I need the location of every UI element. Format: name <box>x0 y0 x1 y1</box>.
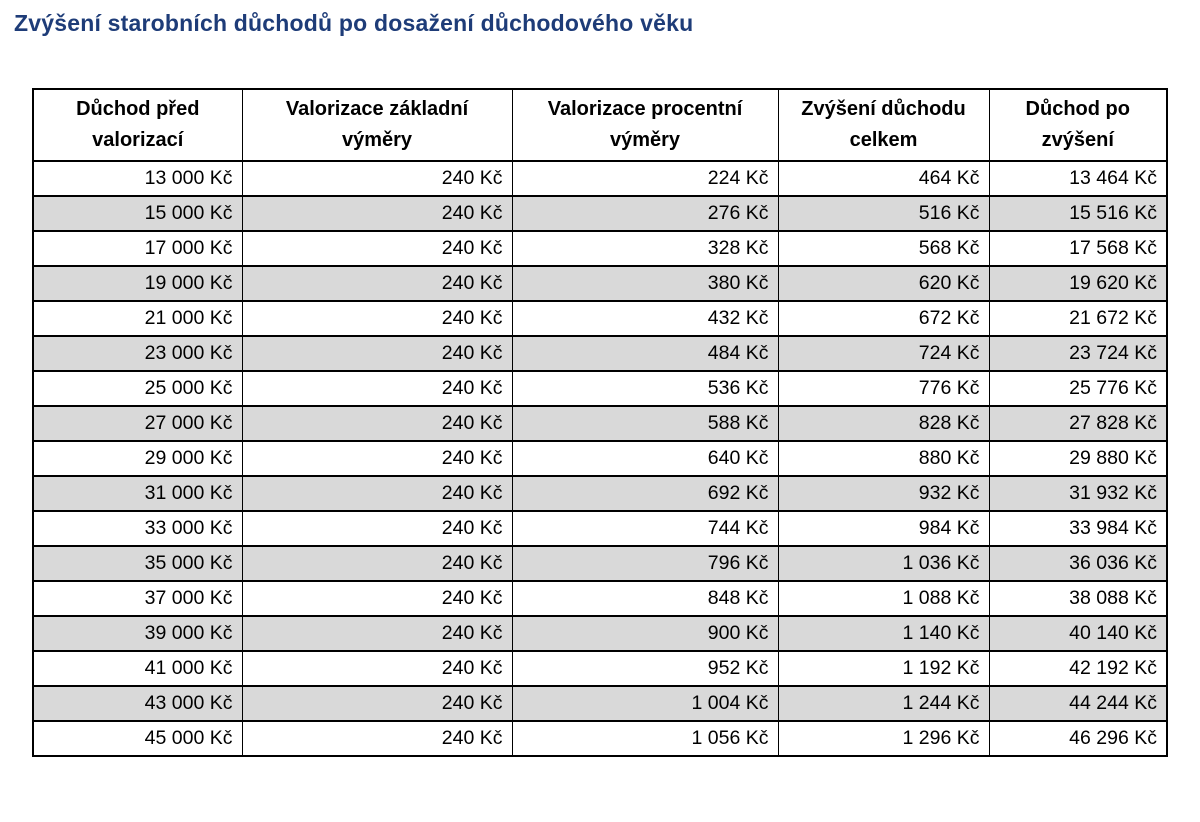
table-cell: 40 140 Kč <box>989 616 1167 651</box>
table-row <box>33 686 1167 721</box>
table-cell: 13 464 Kč <box>989 161 1167 196</box>
table-cell: 1 004 Kč <box>512 686 778 721</box>
table-row <box>33 266 1167 301</box>
table-row <box>33 196 1167 231</box>
table-cell: 744 Kč <box>512 511 778 546</box>
table-cell: 380 Kč <box>512 266 778 301</box>
table-row <box>33 511 1167 546</box>
table-cell: 1 244 Kč <box>778 686 989 721</box>
table-cell: 328 Kč <box>512 231 778 266</box>
table-cell: 29 880 Kč <box>989 441 1167 476</box>
table-cell: 27 000 Kč <box>33 406 242 441</box>
table-cell: 432 Kč <box>512 301 778 336</box>
table-cell: 36 036 Kč <box>989 546 1167 581</box>
table-row <box>33 546 1167 581</box>
table-cell: 23 000 Kč <box>33 336 242 371</box>
table-row <box>33 371 1167 406</box>
table-cell: 15 516 Kč <box>989 196 1167 231</box>
table-cell: 240 Kč <box>242 196 512 231</box>
table-cell: 46 296 Kč <box>989 721 1167 756</box>
table-cell: 1 192 Kč <box>778 651 989 686</box>
table-row <box>33 161 1167 196</box>
table-cell: 536 Kč <box>512 371 778 406</box>
table-cell: 1 036 Kč <box>778 546 989 581</box>
table-row <box>33 336 1167 371</box>
table-cell: 240 Kč <box>242 546 512 581</box>
table-row <box>33 406 1167 441</box>
table-cell: 1 140 Kč <box>778 616 989 651</box>
table-cell: 35 000 Kč <box>33 546 242 581</box>
table-cell: 240 Kč <box>242 441 512 476</box>
table-row <box>33 581 1167 616</box>
table-cell: 640 Kč <box>512 441 778 476</box>
table-cell: 27 828 Kč <box>989 406 1167 441</box>
table-cell: 796 Kč <box>512 546 778 581</box>
column-header-1: Důchod před valorizací <box>33 89 242 161</box>
table-cell: 19 000 Kč <box>33 266 242 301</box>
table-cell: 45 000 Kč <box>33 721 242 756</box>
table-body <box>33 161 1167 756</box>
table-cell: 240 Kč <box>242 161 512 196</box>
table-cell: 620 Kč <box>778 266 989 301</box>
table-cell: 240 Kč <box>242 721 512 756</box>
table-cell: 21 000 Kč <box>33 301 242 336</box>
column-header-3: Valorizace procentní výměry <box>512 89 778 161</box>
table-cell: 1 088 Kč <box>778 581 989 616</box>
table-cell: 39 000 Kč <box>33 616 242 651</box>
table-cell: 276 Kč <box>512 196 778 231</box>
table-cell: 44 244 Kč <box>989 686 1167 721</box>
table-cell: 224 Kč <box>512 161 778 196</box>
table-cell: 17 000 Kč <box>33 231 242 266</box>
table-cell: 692 Kč <box>512 476 778 511</box>
table-cell: 31 932 Kč <box>989 476 1167 511</box>
table-cell: 1 056 Kč <box>512 721 778 756</box>
table-row <box>33 301 1167 336</box>
table-cell: 464 Kč <box>778 161 989 196</box>
table-cell: 37 000 Kč <box>33 581 242 616</box>
table-cell: 240 Kč <box>242 301 512 336</box>
table-cell: 240 Kč <box>242 651 512 686</box>
table-cell: 776 Kč <box>778 371 989 406</box>
table-cell: 29 000 Kč <box>33 441 242 476</box>
table-cell: 724 Kč <box>778 336 989 371</box>
column-header-5: Důchod po zvýšení <box>989 89 1167 161</box>
table-cell: 15 000 Kč <box>33 196 242 231</box>
page-title: Zvýšení starobních důchodů po dosažení důchodového věku <box>14 10 694 36</box>
table-cell: 588 Kč <box>512 406 778 441</box>
table-cell: 13 000 Kč <box>33 161 242 196</box>
table-cell: 19 620 Kč <box>989 266 1167 301</box>
table-cell: 672 Kč <box>778 301 989 336</box>
pension-valorization-table <box>32 88 1168 757</box>
table-cell: 33 000 Kč <box>33 511 242 546</box>
table-row <box>33 616 1167 651</box>
column-header-4: Zvýšení důchodu celkem <box>778 89 989 161</box>
table-cell: 900 Kč <box>512 616 778 651</box>
table-cell: 33 984 Kč <box>989 511 1167 546</box>
table-cell: 1 296 Kč <box>778 721 989 756</box>
table-cell: 240 Kč <box>242 406 512 441</box>
table-row <box>33 651 1167 686</box>
table-cell: 568 Kč <box>778 231 989 266</box>
table-header <box>33 89 1167 161</box>
table-cell: 21 672 Kč <box>989 301 1167 336</box>
table-row <box>33 441 1167 476</box>
table-cell: 880 Kč <box>778 441 989 476</box>
table-cell: 240 Kč <box>242 476 512 511</box>
header-row <box>33 89 1167 161</box>
table-cell: 38 088 Kč <box>989 581 1167 616</box>
table-cell: 932 Kč <box>778 476 989 511</box>
table-cell: 828 Kč <box>778 406 989 441</box>
table-cell: 25 000 Kč <box>33 371 242 406</box>
table-cell: 516 Kč <box>778 196 989 231</box>
table-cell: 31 000 Kč <box>33 476 242 511</box>
table-cell: 952 Kč <box>512 651 778 686</box>
table-cell: 848 Kč <box>512 581 778 616</box>
table-cell: 240 Kč <box>242 266 512 301</box>
table-cell: 17 568 Kč <box>989 231 1167 266</box>
table-cell: 41 000 Kč <box>33 651 242 686</box>
table-cell: 240 Kč <box>242 616 512 651</box>
table-cell: 240 Kč <box>242 336 512 371</box>
table-cell: 240 Kč <box>242 686 512 721</box>
table-cell: 23 724 Kč <box>989 336 1167 371</box>
table-cell: 43 000 Kč <box>33 686 242 721</box>
table-cell: 984 Kč <box>778 511 989 546</box>
table-cell: 484 Kč <box>512 336 778 371</box>
table-row <box>33 231 1167 266</box>
table-row <box>33 721 1167 756</box>
table-cell: 240 Kč <box>242 511 512 546</box>
table-cell: 42 192 Kč <box>989 651 1167 686</box>
table-cell: 240 Kč <box>242 371 512 406</box>
table-cell: 240 Kč <box>242 231 512 266</box>
table-cell: 25 776 Kč <box>989 371 1167 406</box>
table-cell: 240 Kč <box>242 581 512 616</box>
column-header-2: Valorizace základní výměry <box>242 89 512 161</box>
table-row <box>33 476 1167 511</box>
